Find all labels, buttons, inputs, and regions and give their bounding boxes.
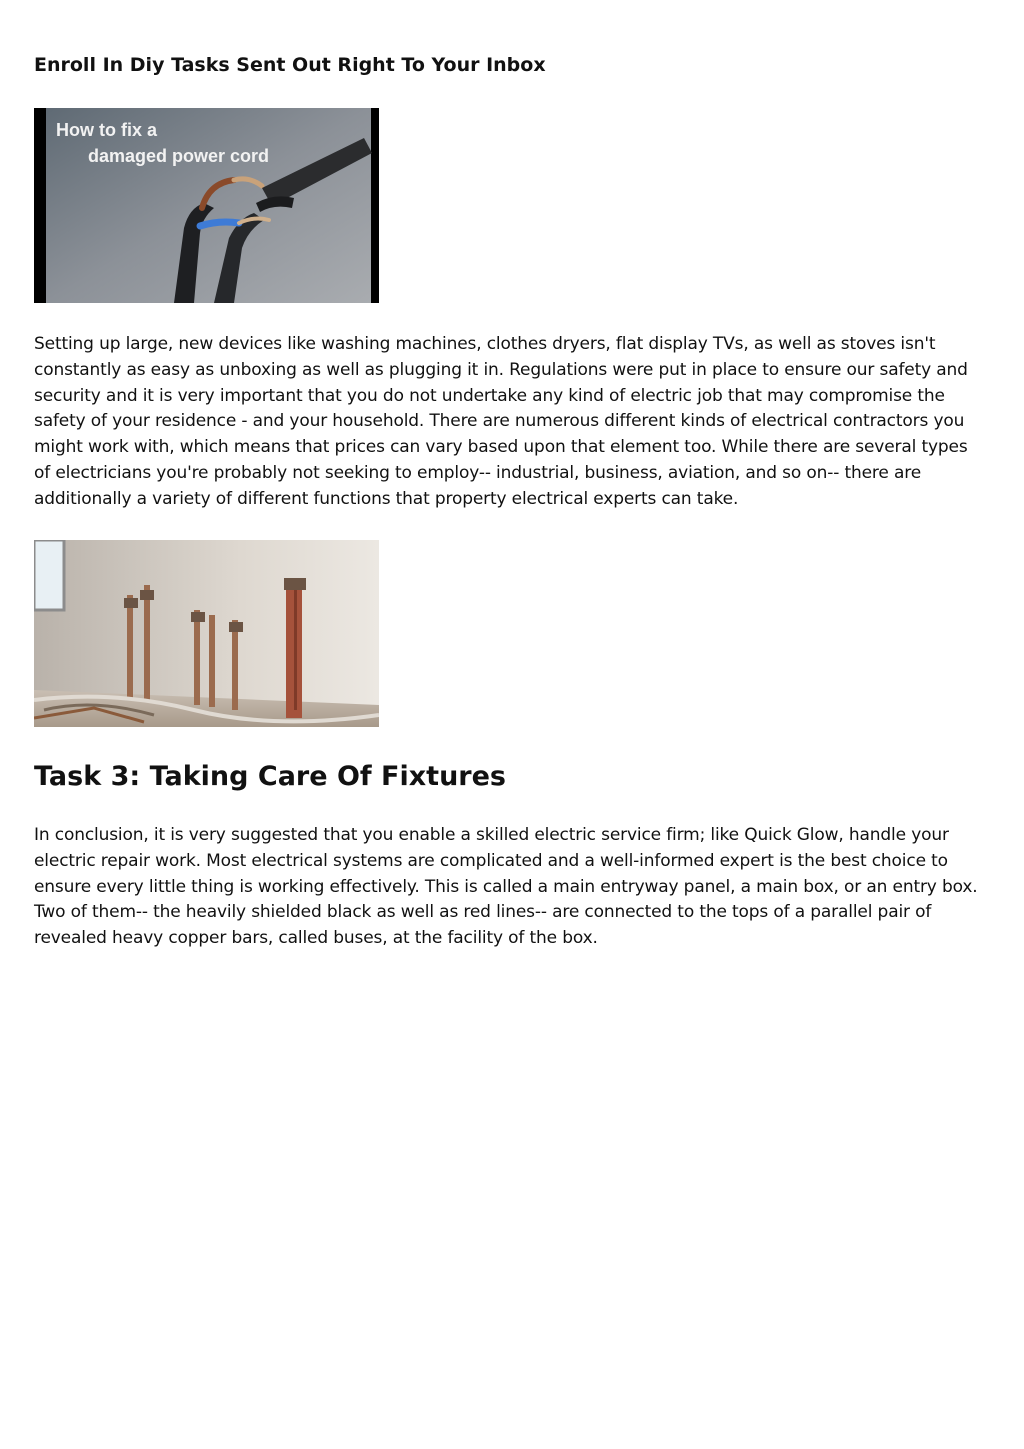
image-caption-line1: How to fix a [56,120,158,140]
wall-wiring-illustration [34,540,379,727]
image-caption-line2: damaged power cord [88,146,270,166]
conclusion-paragraph: In conclusion, it is very suggested that you enable a skilled electric service firm; like Quick Glow, handle your electric repair work. Most electrical systems are complicated and a well-informed expert is the best choice to ensure every little thing is working effectively. This is called a main entryway panel, a main box, or an entry box. Two of them-- the heavily shielded black as well as red lines-- are connected to the tops of a parallel pair of revealed heavy copper bars, called buses, at the facility of the box. [34,825,978,949]
article-title: Enroll In Diy Tasks Sent Out Right To Your Inbox [34,54,546,76]
section-heading: Task 3: Taking Care Of Fixtures [34,761,506,792]
intro-paragraph: Setting up large, new devices like washing machines, clothes dryers, flat display TVs, as well as stoves isn't constantly as easy as unboxing as well as plugging it in. Regulations were put in place to ensure our safety and security and it is very important that you do not undertake any kind of electric job that may compromise the safety of your residence - and your household. There are numerous different kinds of electrical contractors you might work with, which means that prices can vary based upon that element too. While there are several types of electricians you're probably not seeking to employ-- industrial, business, aviation, and so on-- there are additionally a variety of different functions that property electrical experts can take. [34,334,968,509]
wall-wiring-image [34,540,379,727]
power-cord-illustration [34,108,379,303]
power-cord-image [34,108,379,303]
